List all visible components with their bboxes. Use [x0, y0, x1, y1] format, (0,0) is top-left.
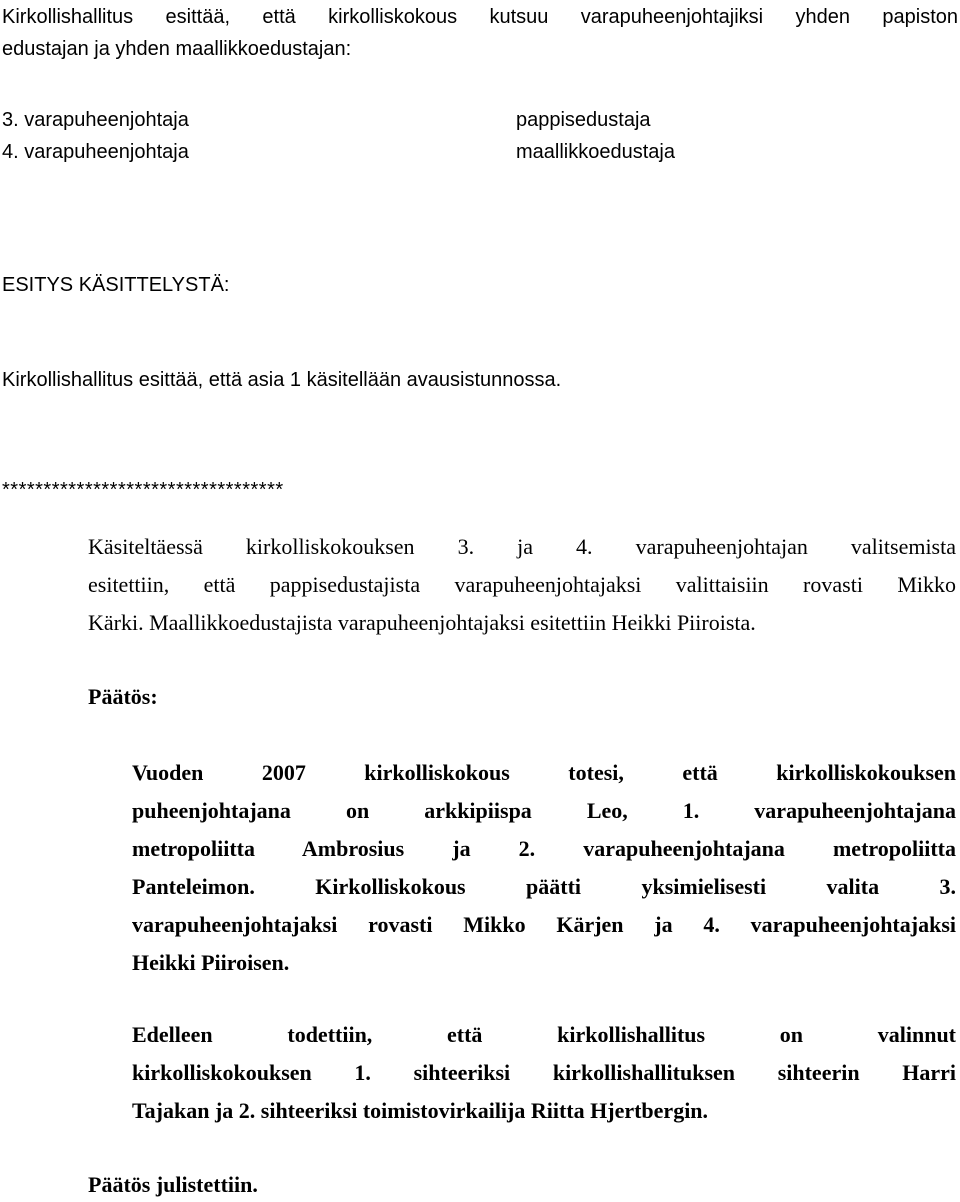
further-line-3: Tajakan ja 2. sihteeriksi toimistovirkailija Riitta Hjertbergin.: [132, 1098, 709, 1123]
closing-statement: Päätös julistettiin.: [88, 1172, 258, 1197]
further-line-1: Edelleen todettiin, että kirkollishallitus on valinnut: [132, 1022, 956, 1047]
vice-chair-role: 3. varapuheenjohtaja: [2, 109, 189, 131]
decision-label: Päätös:: [88, 684, 158, 709]
decision-line-5: varapuheenjohtajaksi rovasti Mikko Kärjen ja 4. varapuheenjohtajaksi: [132, 912, 956, 937]
decision-line-4: Panteleimon. Kirkolliskokous päätti yksimielisesti valita 3.: [132, 874, 956, 899]
vice-chair-representative: pappisedustaja: [516, 109, 651, 131]
vice-chair-representative: maallikkoedustaja: [516, 141, 675, 163]
decision-line-3: metropoliitta Ambrosius ja 2. varapuheenjohtajana metropoliitta: [132, 836, 956, 861]
decision-line-2: puheenjohtajana on arkkipiispa Leo, 1. varapuheenjohtajana: [132, 798, 956, 823]
decision-line-1: Vuoden 2007 kirkolliskokous totesi, että kirkolliskokouksen: [132, 760, 956, 785]
handling-line-2: esitettiin, että pappisedustajista varapuheenjohtajaksi valittaisiin rovasti Mikko: [88, 572, 956, 597]
vice-chair-role: 4. varapuheenjohtaja: [2, 141, 189, 163]
separator-asterisks: **********************************: [2, 479, 284, 501]
further-line-2: kirkolliskokouksen 1. sihteeriksi kirkollishallituksen sihteerin Harri: [132, 1060, 956, 1085]
proposal-text: Kirkollishallitus esittää, että asia 1 käsitellään avausistunnossa.: [2, 369, 562, 391]
decision-line-6: Heikki Piiroisen.: [132, 950, 290, 975]
intro-line-1: Kirkollishallitus esittää, että kirkolliskokous kutsuu varapuheenjohtajiksi yhden papiston: [2, 6, 958, 28]
intro-line-2: edustajan ja yhden maallikkoedustajan:: [2, 38, 352, 60]
handling-line-1: Käsiteltäessä kirkolliskokouksen 3. ja 4. varapuheenjohtajan valitsemista: [88, 534, 956, 559]
esitys-heading: ESITYS KÄSITTELYSTÄ:: [2, 274, 230, 296]
handling-line-3: Kärki. Maallikkoedustajista varapuheenjohtajaksi esitettiin Heikki Piiroista.: [88, 610, 756, 635]
